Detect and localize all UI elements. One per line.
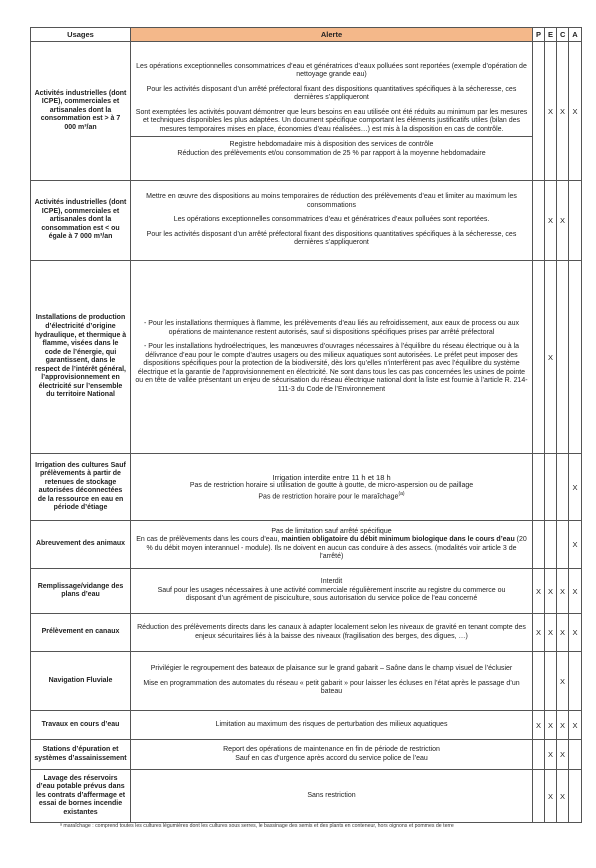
header-p: P xyxy=(533,28,545,42)
table-row xyxy=(31,454,582,521)
alert-text xyxy=(134,491,529,502)
header-c: C xyxy=(557,28,569,42)
mark-p xyxy=(533,770,545,823)
table-row xyxy=(31,261,582,454)
header-alerte: Alerte xyxy=(131,28,533,42)
mark-a xyxy=(569,652,582,711)
mark-c xyxy=(557,454,569,521)
usage-cell: Navigation Fluviale xyxy=(31,652,131,711)
alert-text: Réduction des prélèvements et/ou consommation de 25 % par rapport à la moyenne hebdomadaire xyxy=(177,150,486,157)
mark-e: X xyxy=(545,569,557,614)
alert-cell xyxy=(131,652,533,711)
mark-e: X xyxy=(545,614,557,652)
table-row xyxy=(31,42,582,181)
usage-cell: Stations d’épuration et systèmes d’assainissement xyxy=(31,740,131,770)
mark-a xyxy=(569,181,582,261)
usage-cell: Lavage des réservoirs d’eau potable prévus dans les contrats d’affermage et essai de bornes incendie existantes xyxy=(31,770,131,823)
mark-c xyxy=(557,261,569,454)
usage-cell: Remplissage/vidange des plans d’eau xyxy=(31,569,131,614)
alert-cell xyxy=(131,770,533,823)
table-row xyxy=(31,569,582,614)
mark-p: X xyxy=(533,711,545,740)
header-usages: Usages xyxy=(31,28,131,42)
restrictions-table xyxy=(30,27,582,823)
alert-text: Interdit xyxy=(320,578,343,586)
alert-text xyxy=(134,536,529,562)
mark-e: X xyxy=(545,711,557,740)
mark-a xyxy=(569,770,582,823)
alert-text: Pour les activités disposant d’un arrêté préfectoral fixant des dispositions quantitatives spécifiques à la sécheresse, ces dernières s’appliqueront xyxy=(146,85,517,102)
mark-c: X xyxy=(557,652,569,711)
alert-text: - Pour les installations hydroélectriques, les manœuvres d’ouvrages nécessaires à l’équilibre du réseau électrique ou à la délivrance d’eau pour le compte d’autres usagers ou des milieux aquatiques sont autorisées. Le préfet peut imposer des dispositions spécifiques pour la protection de la biodiversité, dès lors qu’elles n’interfèrent pas avec l’équilibre du système électrique et la garantie de l’approvisionnement en électricité. Ne sont dans tous les cas pas concernées les usines de pointe ou en tête de vallée présentant un enjeu de sécurisation du réseau électrique national dont la liste est fournie à l’article R. 214-111-3 du Code de l’Environnement xyxy=(135,343,528,393)
mark-c: X xyxy=(557,711,569,740)
alert-text-bold: maintien obligatoire du débit minimum biologique dans le cours d’eau xyxy=(281,536,515,544)
mark-c: X xyxy=(557,569,569,614)
mark-e xyxy=(545,454,557,521)
alert-text: Sauf en cas d’urgence après accord du service police de l’eau xyxy=(235,754,428,762)
mark-a: X xyxy=(569,42,582,181)
mark-a: X xyxy=(569,711,582,740)
mark-c xyxy=(557,521,569,569)
header-e: E xyxy=(545,28,557,42)
alert-text: Privilégier le regroupement des bateaux de plaisance sur le grand gabarit – Saône dans le champ visuel de l’éclusier xyxy=(150,665,513,673)
mark-a xyxy=(569,261,582,454)
table-row xyxy=(31,711,582,740)
mark-c: X xyxy=(557,770,569,823)
alert-text: Report des opérations de maintenance en fin de période de restriction xyxy=(223,746,440,754)
usage-cell: Installations de production d’électricité d’origine hydraulique, et thermique à flamme, visées dans le code de l’énergie, qui garantissent, dans le respect de l’intérêt général, l’approvisionnement en électricité sur l’ensemble du territoire National xyxy=(31,261,131,454)
table-row xyxy=(31,181,582,261)
alert-text-main: Pas de restriction horaire pour le maraîchage xyxy=(258,492,399,500)
footnote-marker: (a) xyxy=(398,490,405,497)
alert-text: Irrigation interdite entre 11 h et 18 h xyxy=(272,472,391,482)
mark-p: X xyxy=(533,569,545,614)
usage-cell: Activités industrielles (dont ICPE), commerciales et artisanales dont la consommation est < ou égale à 7 000 m³/an xyxy=(31,181,131,261)
mark-p xyxy=(533,261,545,454)
table-row xyxy=(31,770,582,823)
table-row xyxy=(31,521,582,569)
mark-a: X xyxy=(569,569,582,614)
alert-text: Les opérations exceptionnelles consommatrices d’eau et génératrices d’eaux polluées sont reportées (exemple d’opération de nettoyage grande eau) xyxy=(136,62,527,79)
mark-a: X xyxy=(569,521,582,569)
alert-text: Registre hebdomadaire mis à disposition des services de contrôle xyxy=(229,141,434,149)
mark-e: X xyxy=(545,261,557,454)
usage-cell: Prélèvement en canaux xyxy=(31,614,131,652)
mark-a: X xyxy=(569,614,582,652)
mark-p: X xyxy=(533,614,545,652)
alert-cell xyxy=(131,454,533,521)
alert-text: Mettre en œuvre des dispositions au moins temporaires de réduction des prélèvements d’eau et limiter au maximum les consommations xyxy=(146,193,517,209)
mark-c: X xyxy=(557,42,569,181)
alert-cell xyxy=(131,261,533,454)
header-a: A xyxy=(569,28,582,42)
mark-e xyxy=(545,521,557,569)
alert-text: Pour les activités disposant d’un arrêté préfectoral fixant des dispositions quantitatives spécifiques à la sécheresse, ces dernières s’appliqueront xyxy=(146,230,517,247)
alert-cell xyxy=(131,181,533,261)
alert-text-post: (20 % du débit moyen interannuel - module). Ils ne doivent en aucun cas conduire à des assecs. (modalités voir article 3 de l’arrêté) xyxy=(146,536,527,561)
mark-p xyxy=(533,454,545,521)
footnote: ᵃ maraîchage : comprend toutes les cultures légumières dont les cultures sous serres, le bassinage des semis et des plants en conteneur, hors oignons et pommes de terre xyxy=(60,823,454,829)
mark-p xyxy=(533,181,545,261)
alert-text: disposant d’un agrément de pisciculture, sous autorisation du service police de l’eau concerné xyxy=(185,595,478,603)
mark-p xyxy=(533,42,545,181)
usage-cell: Travaux en cours d’eau xyxy=(31,711,131,740)
alert-text: Pas de restriction horaire si utilisation de goutte à goutte, de micro-aspersion ou de paillage xyxy=(189,482,474,490)
alert-cell xyxy=(131,521,533,569)
alert-cell xyxy=(131,711,533,740)
mark-p xyxy=(533,521,545,569)
mark-c: X xyxy=(557,181,569,261)
usage-cell: Activités industrielles (dont ICPE), commerciales et artisanales dont la consommation est > à 7 000 m³/an xyxy=(31,42,131,181)
alert-cell xyxy=(131,740,533,770)
mark-a: X xyxy=(569,454,582,521)
alert-text: Sauf pour les usages nécessaires à une activité commerciale régulièrement inscrite au registre du commerce ou xyxy=(157,586,506,594)
mark-e xyxy=(545,652,557,711)
alert-cell xyxy=(131,614,533,652)
alert-text: Sont exemptées les activités pouvant démontrer que leurs besoins en eau utilisée ont été réduits au minimum par les mesures et techniques disponibles les plus adaptées. Un document spécifique comportant les éléments justificatifs utiles (bilan des mesures temporaires mises en place, économies d’eau réalisées…) est mis à la disposition en cas de contrôle. xyxy=(135,108,528,133)
alert-text-pre: En cas de prélèvements dans les cours d’eau, xyxy=(136,536,282,544)
usage-cell: Abreuvement des animaux xyxy=(31,521,131,569)
table-header-row xyxy=(31,28,582,42)
table-row xyxy=(31,614,582,652)
table-row xyxy=(31,740,582,770)
alert-text: Réduction des prélèvements directs dans les canaux à adapter localement selon les niveaux de gravité en tenant compte des enjeux sécuritaires liés à la baisse des niveaux (fragilisation des berges, des digues, …) xyxy=(137,624,526,640)
mark-e: X xyxy=(545,740,557,770)
alert-cell xyxy=(131,42,533,181)
mark-c: X xyxy=(557,614,569,652)
alert-text: Pas de limitation sauf arrêté spécifique xyxy=(271,527,392,535)
mark-c: X xyxy=(557,740,569,770)
alert-text: Sans restriction xyxy=(307,791,356,799)
mark-e: X xyxy=(545,42,557,181)
alert-text: Mise en programmation des automates du réseau « petit gabarit » pour laisser les écluses en l’état après le passage d’un bateau xyxy=(143,679,520,696)
mark-p xyxy=(533,652,545,711)
table-row xyxy=(31,652,582,711)
alert-text: Les opérations exceptionnelles consommatrices d’eau et génératrices d’eaux polluées sont reportées. xyxy=(173,216,490,224)
mark-a xyxy=(569,740,582,770)
alert-cell xyxy=(131,569,533,614)
mark-e: X xyxy=(545,770,557,823)
alert-text: - Pour les installations thermiques à flamme, les prélèvements d’eau liés au refroidissement, aux eaux de process ou aux opérations de maintenance restent autorisés, sauf si dispositions spécifiques prises par arrêté préfectoral xyxy=(143,320,520,336)
mark-p xyxy=(533,740,545,770)
alert-text: Limitation au maximum des risques de perturbation des milieux aquatiques xyxy=(215,720,448,728)
usage-cell: Irrigation des cultures Sauf prélèvements à partir de retenues de stockage autorisées déconnectées de la ressource en eau en période d’étiage xyxy=(31,454,131,521)
mark-e: X xyxy=(545,181,557,261)
